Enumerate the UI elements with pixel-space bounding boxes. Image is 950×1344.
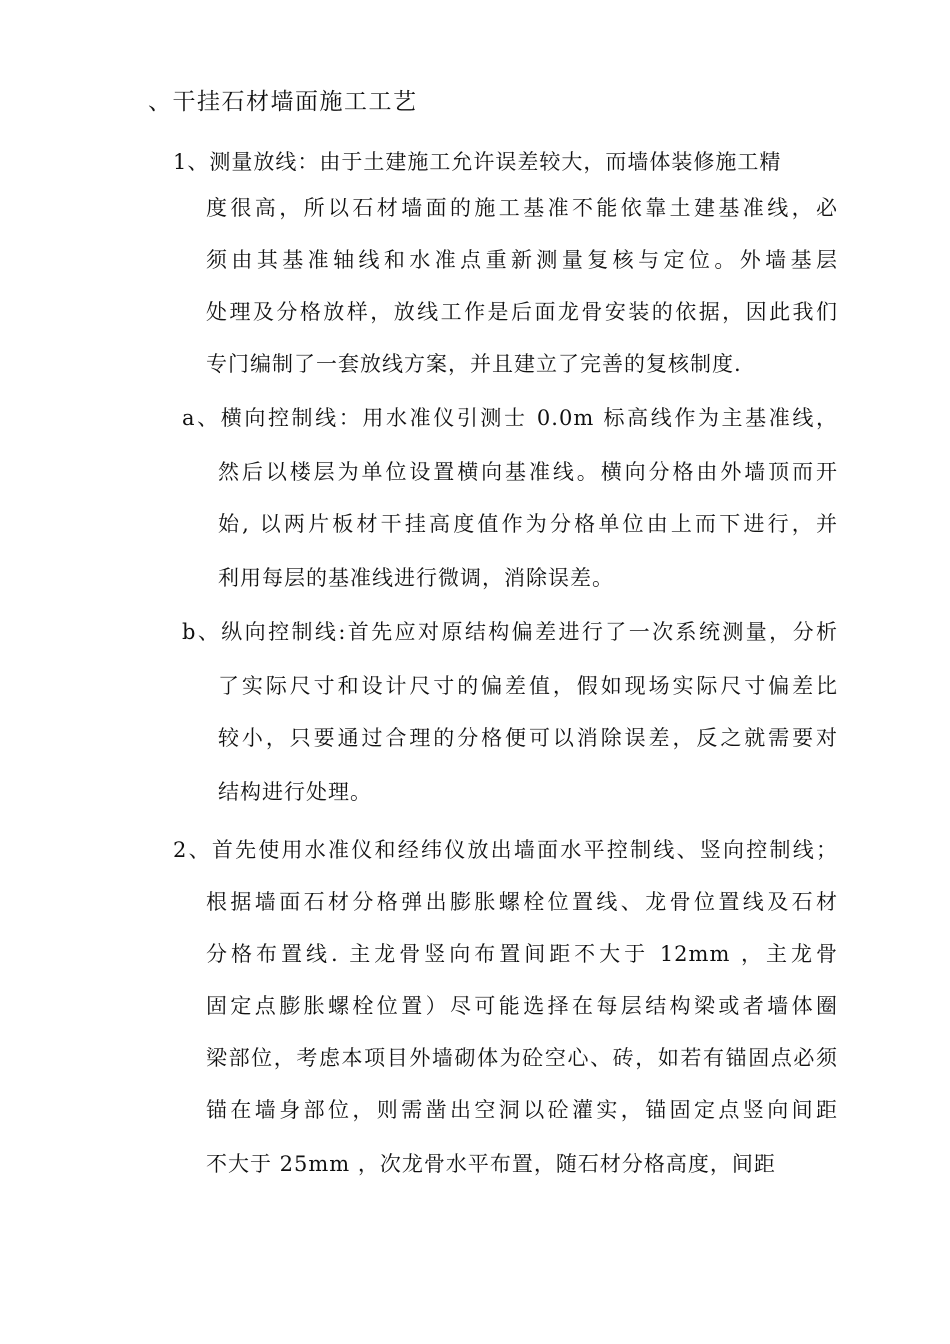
paragraph-line: 锚在墙身部位，则需凿出空洞以砼灌实，锚固定点竖向间距 xyxy=(206,1098,838,1122)
paragraph-line: 1、测量放线：由于土建施工允许误差较大，而墙体装修施工精 xyxy=(173,150,782,174)
paragraph-line: 处理及分格放样，放线工作是后面龙骨安装的依据，因此我们 xyxy=(206,300,838,324)
paragraph-line: 不大于 25mm ，次龙骨水平布置，随石材分格高度，间距 xyxy=(206,1152,776,1176)
paragraph-line: 然后以楼层为单位设置横向基准线。横向分格由外墙顶而开 xyxy=(218,460,838,484)
paragraph-line: a、横向控制线：用水准仪引测士 0.0m 标高线作为主基准线， xyxy=(182,406,838,430)
section-title: 、干挂石材墙面施工工艺 xyxy=(148,89,418,115)
paragraph-line: 始, 以两片板材干挂高度值作为分格单位由上而下进行，并 xyxy=(218,512,838,536)
paragraph-line: 度很高，所以石材墙面的施工基准不能依靠土建基准线，必 xyxy=(206,196,838,220)
paragraph-line: 梁部位，考虑本项目外墙砌体为砼空心、砖，如若有锚固点必须 xyxy=(206,1046,838,1070)
paragraph-line: 专门编制了一套放线方案，并且建立了完善的复核制度. xyxy=(206,352,742,376)
paragraph-line: 结构进行处理。 xyxy=(218,780,372,804)
paragraph-line: 固定点膨胀螺栓位置）尽可能选择在每层结构梁或者墙体圈 xyxy=(206,994,838,1018)
paragraph-line: 2、首先使用水准仪和经纬仪放出墙面水平控制线、竖向控制线； xyxy=(173,838,838,862)
paragraph-line: 分格布置线. 主龙骨竖向布置间距不大于 12mm ，主龙骨 xyxy=(206,942,838,966)
paragraph-line: 根据墙面石材分格弹出膨胀螺栓位置线、龙骨位置线及石材 xyxy=(206,890,838,914)
paragraph-line: 较小，只要通过合理的分格便可以消除误差，反之就需要对 xyxy=(218,726,838,750)
paragraph-line: 利用每层的基准线进行微调，消除误差。 xyxy=(218,566,614,590)
paragraph-line: b、纵向控制线:首先应对原结构偏差进行了一次系统测量，分析 xyxy=(182,620,838,644)
paragraph-line: 须由其基准轴线和水准点重新测量复核与定位。外墙基层 xyxy=(206,248,838,272)
paragraph-line: 了实际尺寸和设计尺寸的偏差值，假如现场实际尺寸偏差比 xyxy=(218,674,838,698)
